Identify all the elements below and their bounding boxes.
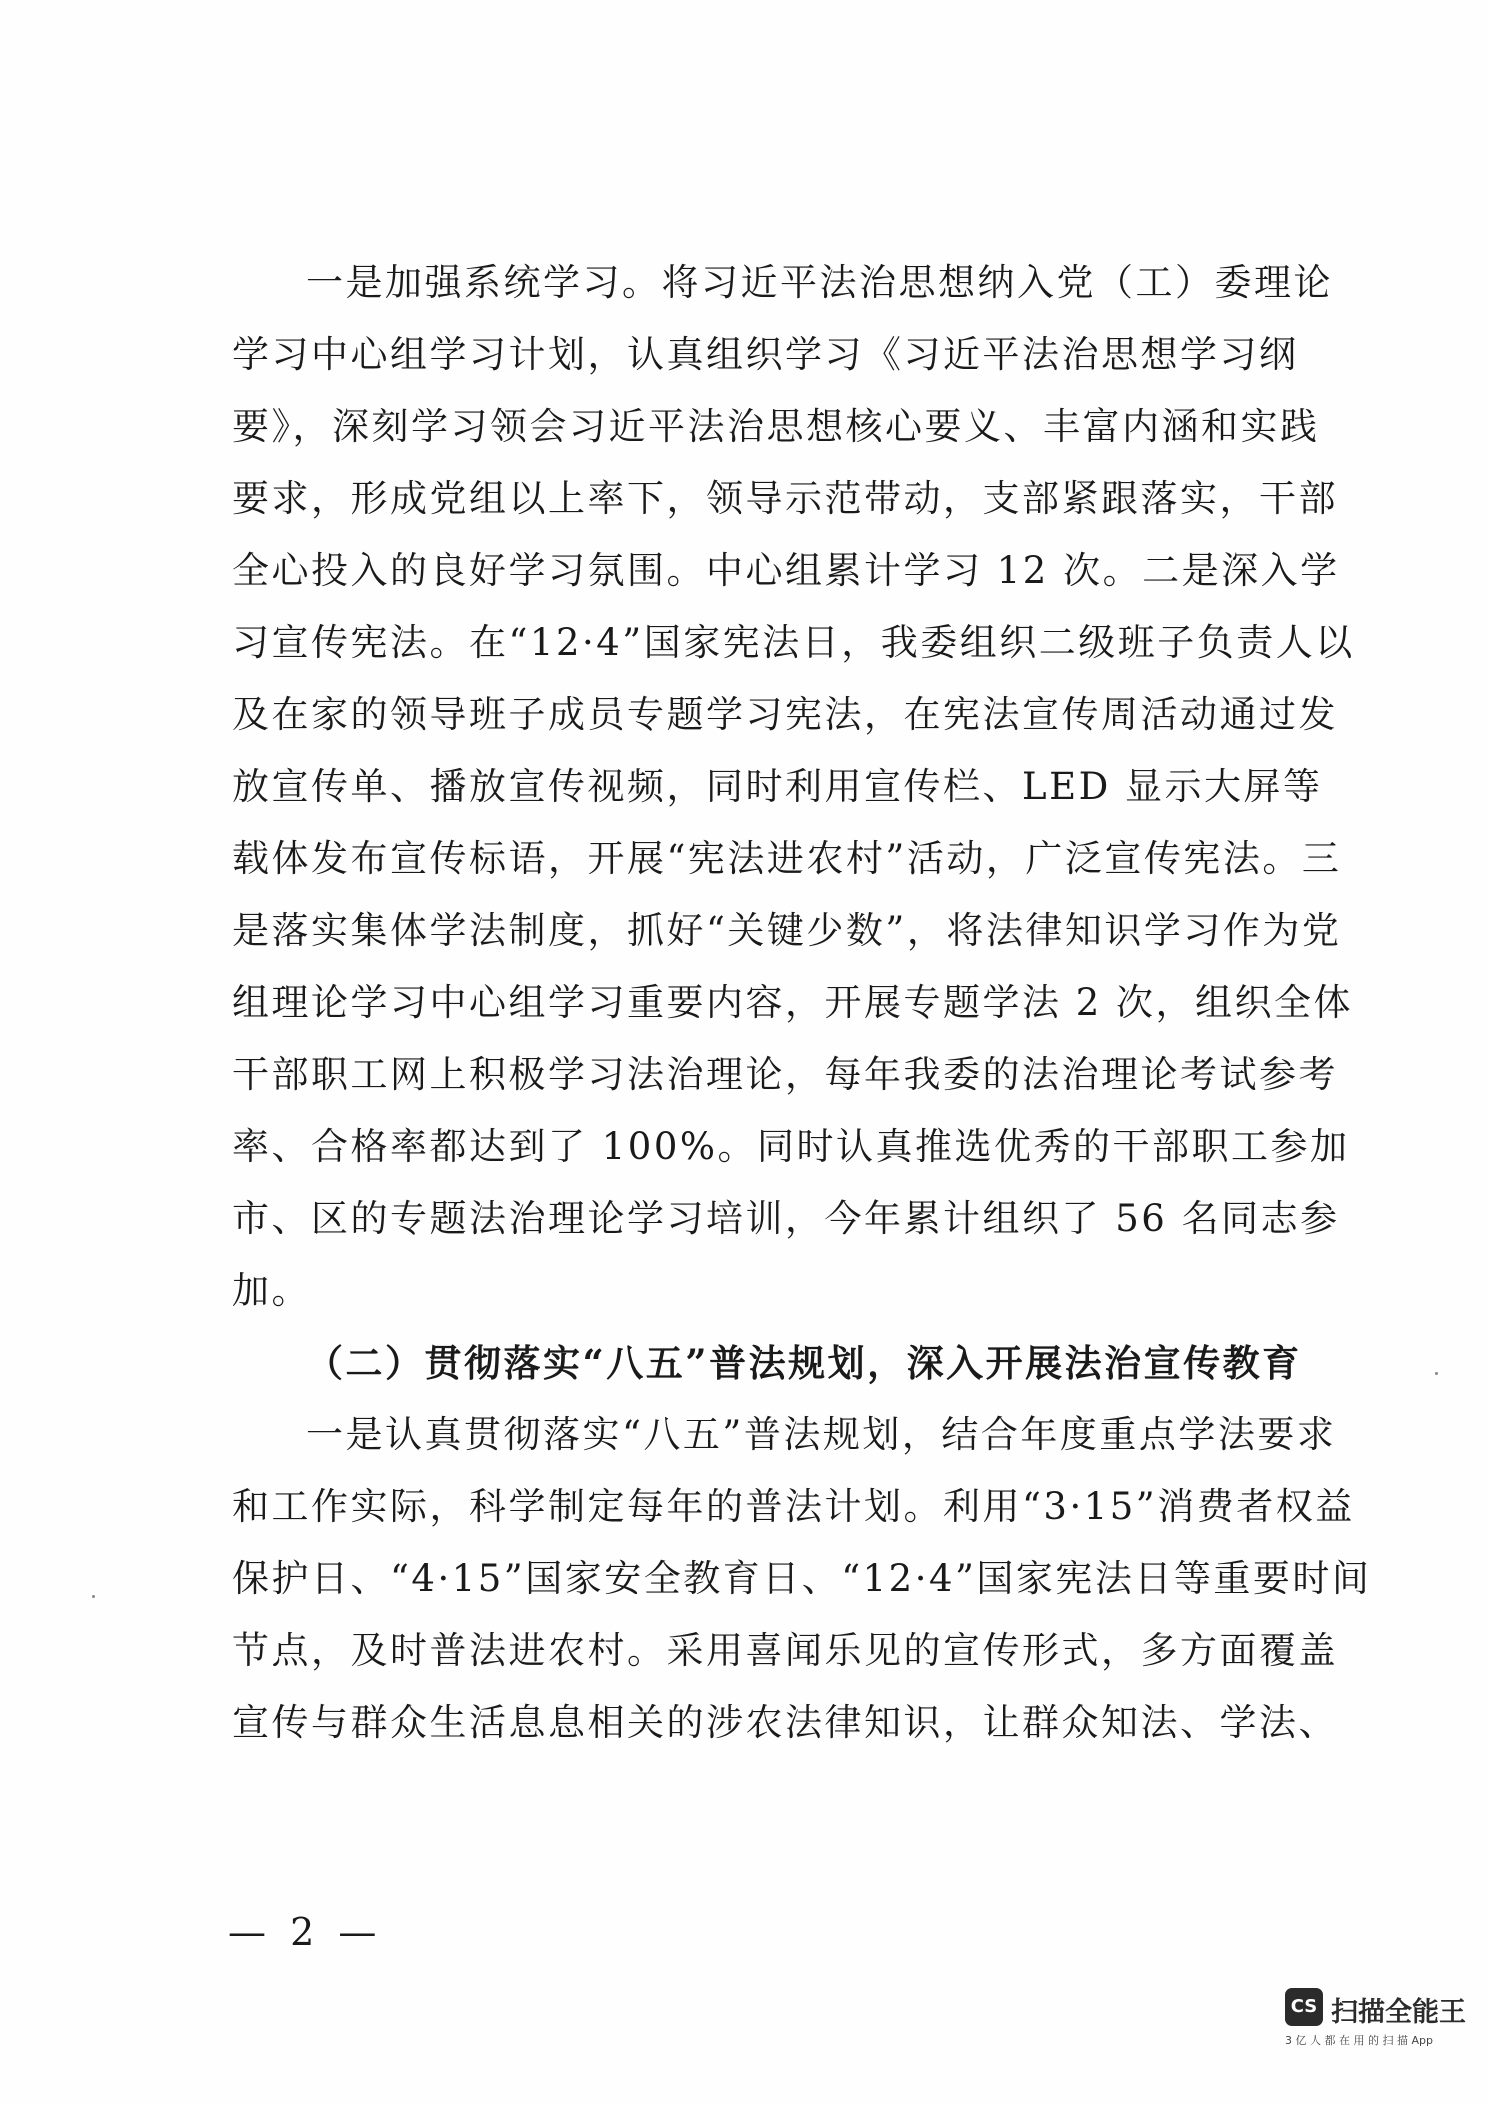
text-line: 市、区的专题法治理论学习培训，今年累计组织了 56 名同志参	[232, 1197, 1340, 1240]
watermark-tagline: 3 亿 人 都 在 用 的 扫 描 App	[1285, 2034, 1433, 2047]
text-line: 加。	[232, 1269, 311, 1312]
text-line: 率、合格率都达到了 100%。同时认真推选优秀的干部职工参加	[232, 1125, 1350, 1168]
text-line: 和工作实际，科学制定每年的普法计划。利用“3·15”消费者权益	[232, 1485, 1355, 1528]
text-line: 全心投入的良好学习氛围。中心组累计学习 12 次。二是深入学	[232, 549, 1340, 592]
scan-speck	[1435, 1372, 1438, 1375]
scan-speck	[92, 1595, 95, 1598]
text-line: 宣传与群众生活息息相关的涉农法律知识，让群众知法、学法、	[232, 1701, 1338, 1744]
text-line: 及在家的领导班子成员专题学习宪法，在宪法宣传周活动通过发	[232, 693, 1338, 736]
text-line: 一是加强系统学习。将习近平法治思想纳入党（工）委理论	[306, 261, 1333, 304]
text-line: 保护日、“4·15”国家安全教育日、“12·4”国家宪法日等重要时间	[232, 1557, 1372, 1600]
text-line: 要求，形成党组以上率下，领导示范带动，支部紧跟落实，干部	[232, 477, 1338, 520]
text-line: 学习中心组学习计划，认真组织学习《习近平法治思想学习纲	[232, 333, 1299, 376]
text-line: 放宣传单、播放宣传视频，同时利用宣传栏、LED 显示大屏等	[232, 765, 1323, 808]
text-line: 组理论学习中心组学习重要内容，开展专题学法 2 次，组织全体	[232, 981, 1354, 1024]
text-line: 一是认真贯彻落实“八五”普法规划，结合年度重点学法要求	[306, 1413, 1337, 1456]
camscanner-logo-icon: CS	[1285, 1988, 1323, 2026]
text-line: 是落实集体学法制度，抓好“关键少数”，将法律知识学习作为党	[232, 909, 1342, 952]
scanner-watermark	[1285, 1988, 1475, 2088]
text-line: 干部职工网上积极学习法治理论，每年我委的法治理论考试参考	[232, 1053, 1338, 1096]
page-number: — 2 —	[228, 1910, 383, 1954]
section-heading: （二）贯彻落实“八五”普法规划，深入开展法治宣传教育	[306, 1341, 1302, 1385]
text-line: 载体发布宣传标语，开展“宪法进农村”活动，广泛宣传宪法。三	[232, 837, 1342, 880]
watermark-app-name: 扫描全能王	[1331, 1997, 1466, 2028]
text-line: 节点，及时普法进农村。采用喜闻乐见的宣传形式，多方面覆盖	[232, 1629, 1338, 1672]
text-line: 要》，深刻学习领会习近平法治思想核心要义、丰富内涵和实践	[232, 405, 1320, 448]
text-line: 习宣传宪法。在“12·4”国家宪法日，我委组织二级班子负责人以	[232, 621, 1355, 664]
body-text	[232, 247, 1372, 1759]
